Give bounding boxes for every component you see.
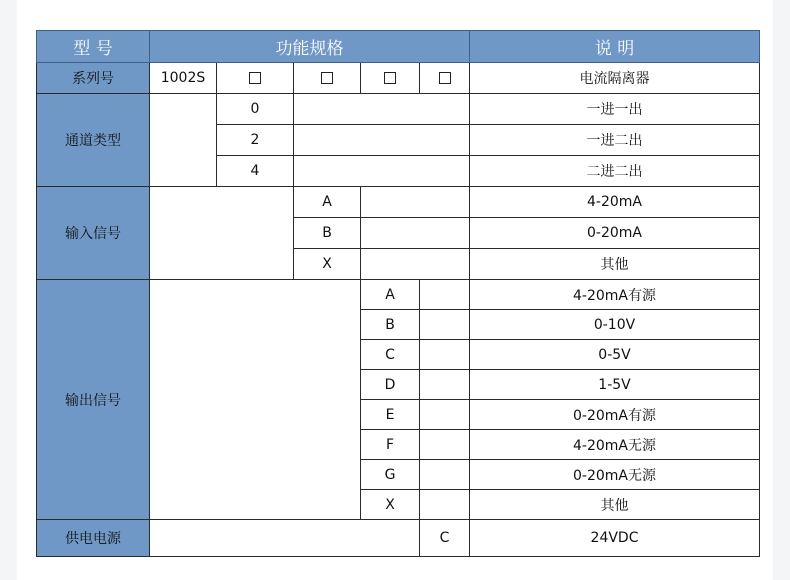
output-code: C xyxy=(361,340,420,370)
input-code: A xyxy=(294,187,361,218)
table-row xyxy=(37,94,760,125)
output-desc: 4-20mA有源 xyxy=(470,280,760,310)
power-desc: 24VDC xyxy=(470,520,760,557)
output-code: B xyxy=(361,310,420,340)
input-desc: 4-20mA xyxy=(470,187,760,218)
series-value: 1002S xyxy=(150,63,217,94)
output-desc: 0-5V xyxy=(470,340,760,370)
empty-square-icon xyxy=(249,72,261,84)
table-row xyxy=(37,280,760,310)
output-desc: 0-20mA有源 xyxy=(470,400,760,430)
power-row xyxy=(37,520,760,557)
table-row xyxy=(37,187,760,218)
output-desc: 其他 xyxy=(470,490,760,520)
channel-code: 4 xyxy=(217,156,294,187)
input-label: 输入信号 xyxy=(37,187,150,280)
output-label: 输出信号 xyxy=(37,280,150,520)
series-desc: 电流隔离器 xyxy=(470,63,760,94)
output-desc: 0-10V xyxy=(470,310,760,340)
output-code: F xyxy=(361,430,420,460)
header-model: 型 号 xyxy=(37,31,150,63)
header-spec: 功能规格 xyxy=(150,31,470,63)
output-desc: 1-5V xyxy=(470,370,760,400)
output-code: E xyxy=(361,400,420,430)
channel-label: 通道类型 xyxy=(37,94,150,187)
input-code: X xyxy=(294,249,361,280)
output-desc: 4-20mA无源 xyxy=(470,430,760,460)
series-row xyxy=(37,63,760,94)
channel-desc: 一进二出 xyxy=(470,125,760,156)
series-label: 系列号 xyxy=(37,63,150,94)
output-desc: 0-20mA无源 xyxy=(470,460,760,490)
header-desc: 说 明 xyxy=(470,31,760,63)
empty-square-icon xyxy=(321,72,333,84)
channel-code: 0 xyxy=(217,94,294,125)
input-code: B xyxy=(294,218,361,249)
output-code: A xyxy=(361,280,420,310)
channel-desc: 一进一出 xyxy=(470,94,760,125)
empty-square-icon xyxy=(384,72,396,84)
channel-code: 2 xyxy=(217,125,294,156)
output-code: X xyxy=(361,490,420,520)
power-label: 供电电源 xyxy=(37,520,150,557)
power-code: C xyxy=(420,520,470,557)
input-desc: 其他 xyxy=(470,249,760,280)
channel-desc: 二进二出 xyxy=(470,156,760,187)
output-code: D xyxy=(361,370,420,400)
output-code: G xyxy=(361,460,420,490)
empty-square-icon xyxy=(439,72,451,84)
model-spec-table xyxy=(36,30,760,557)
header-row xyxy=(37,31,760,63)
input-desc: 0-20mA xyxy=(470,218,760,249)
